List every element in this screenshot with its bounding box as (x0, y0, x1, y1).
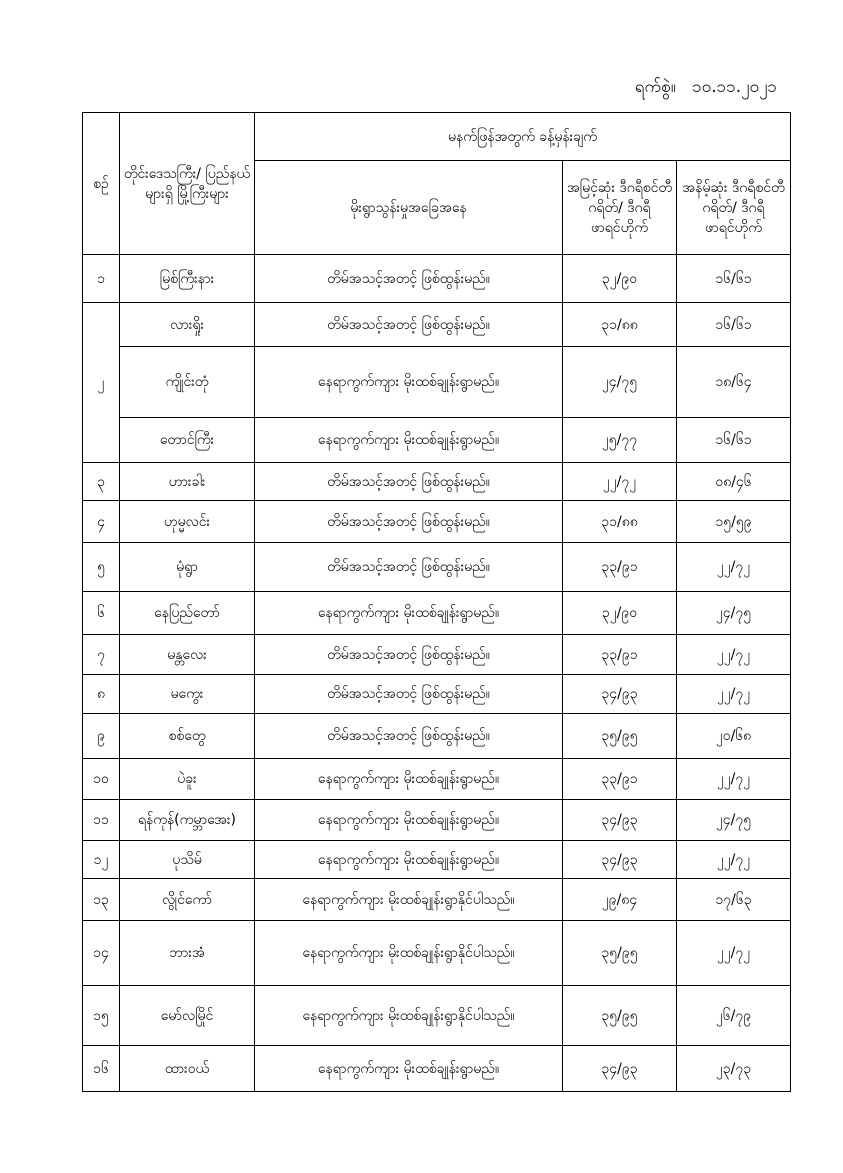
serial-cell: ၄ (83, 501, 120, 543)
min-temp-cell: ၁၆/၆၁ (677, 303, 791, 347)
table-row (83, 879, 791, 921)
condition-cell: နေရာကွက်ကျား မိုးထစ်ချုန်းရွာမည်။ (255, 841, 563, 879)
city-cell: ရန်ကုန်(ကမ္ဘာအေး) (120, 800, 255, 841)
min-temp-cell: ၂၂/၇၂ (677, 543, 791, 592)
condition-cell: တိမ်အသင့်အတင့် ဖြစ်ထွန်းမည်။ (255, 714, 563, 759)
min-temp-cell: ၂၂/၇၂ (677, 675, 791, 714)
condition-cell: နေရာကွက်ကျား မိုးထစ်ချုန်းရွာနိုင်ပါသည်။ (255, 921, 563, 986)
serial-cell: ၁၂ (83, 841, 120, 879)
max-temp-cell: ၃၂/၉၀ (563, 255, 677, 303)
max-temp-cell: ၃၄/၉၃ (563, 800, 677, 841)
condition-cell: တိမ်အသင့်အတင့် ဖြစ်ထွန်းမည်။ (255, 463, 563, 501)
min-temp-cell: ၂၂/၇၂ (677, 921, 791, 986)
table-row (83, 463, 791, 501)
condition-cell: နေရာကွက်ကျား မိုးထစ်ချုန်းရွာမည်။ (255, 347, 563, 418)
table-row (83, 1046, 791, 1092)
forecast-table (82, 112, 791, 1092)
max-temp-cell: ၃၁/၈၈ (563, 303, 677, 347)
min-temp-cell: ၂၄/၇၅ (677, 592, 791, 635)
table-row (83, 347, 791, 418)
condition-cell: နေရာကွက်ကျား မိုးထစ်ချုန်းရွာမည်။ (255, 1046, 563, 1092)
min-temp-cell: ၀၈/၄၆ (677, 463, 791, 501)
header-serial: စဉ် (83, 113, 120, 255)
city-cell: ဟုမ္မလင်း (120, 501, 255, 543)
serial-cell: ၁၀ (83, 759, 120, 800)
min-temp-cell: ၂၄/၇၅ (677, 800, 791, 841)
condition-cell: နေရာကွက်ကျား မိုးထစ်ချုန်းရွာမည်။ (255, 759, 563, 800)
min-temp-cell: ၂၂/၇၂ (677, 635, 791, 675)
city-cell: တောင်ကြီး (120, 418, 255, 463)
city-cell: မော်လမြိုင် (120, 986, 255, 1046)
condition-cell: တိမ်အသင့်အတင့် ဖြစ်ထွန်းမည်။ (255, 635, 563, 675)
max-temp-cell: ၃၅/၉၅ (563, 921, 677, 986)
condition-cell: နေရာကွက်ကျား မိုးထစ်ချုန်းရွာမည်။ (255, 418, 563, 463)
max-temp-cell: ၃၂/၉၀ (563, 592, 677, 635)
city-cell: စစ်တွေ (120, 714, 255, 759)
min-temp-cell: ၁၅/၅၉ (677, 501, 791, 543)
condition-cell: တိမ်အသင့်အတင့် ဖြစ်ထွန်းမည်။ (255, 303, 563, 347)
serial-cell: ၁၄ (83, 921, 120, 986)
serial-cell: ၁၃ (83, 879, 120, 921)
min-temp-cell: ၁၆/၆၁ (677, 255, 791, 303)
table-row (83, 800, 791, 841)
city-cell: မန္တလေး (120, 635, 255, 675)
serial-cell: ၁၆ (83, 1046, 120, 1092)
max-temp-cell: ၃၃/၉၁ (563, 543, 677, 592)
max-temp-cell: ၃၃/၉၁ (563, 759, 677, 800)
city-cell: ဟားခါး (120, 463, 255, 501)
table-row (83, 255, 791, 303)
max-temp-cell: ၃၄/၉၃ (563, 841, 677, 879)
city-cell: ဘားအံ (120, 921, 255, 986)
table-row (83, 418, 791, 463)
table-row (83, 759, 791, 800)
header-condition: မိုးရွာသွန်းမှုအခြေအနေ (255, 161, 563, 255)
min-temp-cell: ၂၃/၇၃ (677, 1046, 791, 1092)
city-cell: ပုသိမ် (120, 841, 255, 879)
header-max-temp: အမြင့်ဆုံး ဒီဂရီစင်တီဂရိတ်/ ဒီဂရီဖာရင်ဟိုက် (563, 161, 677, 255)
condition-cell: တိမ်အသင့်အတင့် ဖြစ်ထွန်းမည်။ (255, 543, 563, 592)
condition-cell: နေရာကွက်ကျား မိုးထစ်ချုန်းရွာနိုင်ပါသည်။ (255, 986, 563, 1046)
min-temp-cell: ၁၇/၆၃ (677, 879, 791, 921)
max-temp-cell: ၃၁/၈၈ (563, 501, 677, 543)
max-temp-cell: ၃၄/၉၃ (563, 1046, 677, 1092)
serial-cell: ၁၅ (83, 986, 120, 1046)
serial-cell: ၂ (83, 303, 120, 463)
max-temp-cell: ၂၅/၇၇ (563, 418, 677, 463)
table-row (83, 675, 791, 714)
table-row (83, 592, 791, 635)
table-row (83, 303, 791, 347)
max-temp-cell: ၂၉/၈၄ (563, 879, 677, 921)
serial-cell: ၁၁ (83, 800, 120, 841)
condition-cell: နေရာကွက်ကျား မိုးထစ်ချုန်းရွာနိုင်ပါသည်။ (255, 879, 563, 921)
city-cell: ထားဝယ် (120, 1046, 255, 1092)
condition-cell: တိမ်အသင့်အတင့် ဖြစ်ထွန်းမည်။ (255, 255, 563, 303)
serial-cell: ၇ (83, 635, 120, 675)
serial-cell: ၃ (83, 463, 120, 501)
condition-cell: နေရာကွက်ကျား မိုးထစ်ချုန်းရွာမည်။ (255, 592, 563, 635)
serial-cell: ၁ (83, 255, 120, 303)
date-value: ၁၀.၁၁.၂၀၂၁ (692, 77, 777, 97)
city-cell: မကွေး (120, 675, 255, 714)
serial-cell: ၅ (83, 543, 120, 592)
condition-cell: တိမ်အသင့်အတင့် ဖြစ်ထွန်းမည်။ (255, 501, 563, 543)
max-temp-cell: ၃၄/၉၃ (563, 675, 677, 714)
table-row (83, 635, 791, 675)
table-row (83, 501, 791, 543)
condition-cell: တိမ်အသင့်အတင့် ဖြစ်ထွန်းမည်။ (255, 675, 563, 714)
city-cell: ပဲခူး (120, 759, 255, 800)
city-cell: မုံရွာ (120, 543, 255, 592)
min-temp-cell: ၁၈/၆၄ (677, 347, 791, 418)
max-temp-cell: ၂၄/၇၅ (563, 347, 677, 418)
table-row (83, 543, 791, 592)
table-row (83, 986, 791, 1046)
city-cell: ကျိုင်းတုံ (120, 347, 255, 418)
report-date (635, 76, 777, 101)
max-temp-cell: ၃၅/၉၅ (563, 714, 677, 759)
min-temp-cell: ၂၂/၇၂ (677, 759, 791, 800)
max-temp-cell: ၂၂/၇၂ (563, 463, 677, 501)
city-cell: မြစ်ကြီးနား (120, 255, 255, 303)
city-cell: လွိုင်ကော် (120, 879, 255, 921)
city-cell: နေပြည်တော် (120, 592, 255, 635)
serial-cell: ၆ (83, 592, 120, 635)
max-temp-cell: ၃၃/၉၁ (563, 635, 677, 675)
min-temp-cell: ၂၂/၇၂ (677, 841, 791, 879)
min-temp-cell: ၂၆/၇၉ (677, 986, 791, 1046)
date-label: ရက်စွဲ။ (634, 77, 676, 97)
header-region: တိုင်းဒေသကြီး/ ပြည်နယ်များရှိ မြို့ကြီးများ (120, 113, 255, 255)
min-temp-cell: ၁၆/၆၁ (677, 418, 791, 463)
min-temp-cell: ၂၀/၆၈ (677, 714, 791, 759)
table-row (83, 714, 791, 759)
header-min-temp: အနိမ့်ဆုံး ဒီဂရီစင်တီဂရိတ်/ ဒီဂရီဖာရင်ဟိုက် (677, 161, 791, 255)
table-row (83, 841, 791, 879)
header-forecast-group: မနက်ဖြန်အတွက် ခန့်မှန်းချက် (255, 113, 791, 161)
condition-cell: နေရာကွက်ကျား မိုးထစ်ချုန်းရွာမည်။ (255, 800, 563, 841)
table-row (83, 921, 791, 986)
city-cell: လားရှိုး (120, 303, 255, 347)
serial-cell: ၉ (83, 714, 120, 759)
serial-cell: ၈ (83, 675, 120, 714)
max-temp-cell: ၃၅/၉၅ (563, 986, 677, 1046)
